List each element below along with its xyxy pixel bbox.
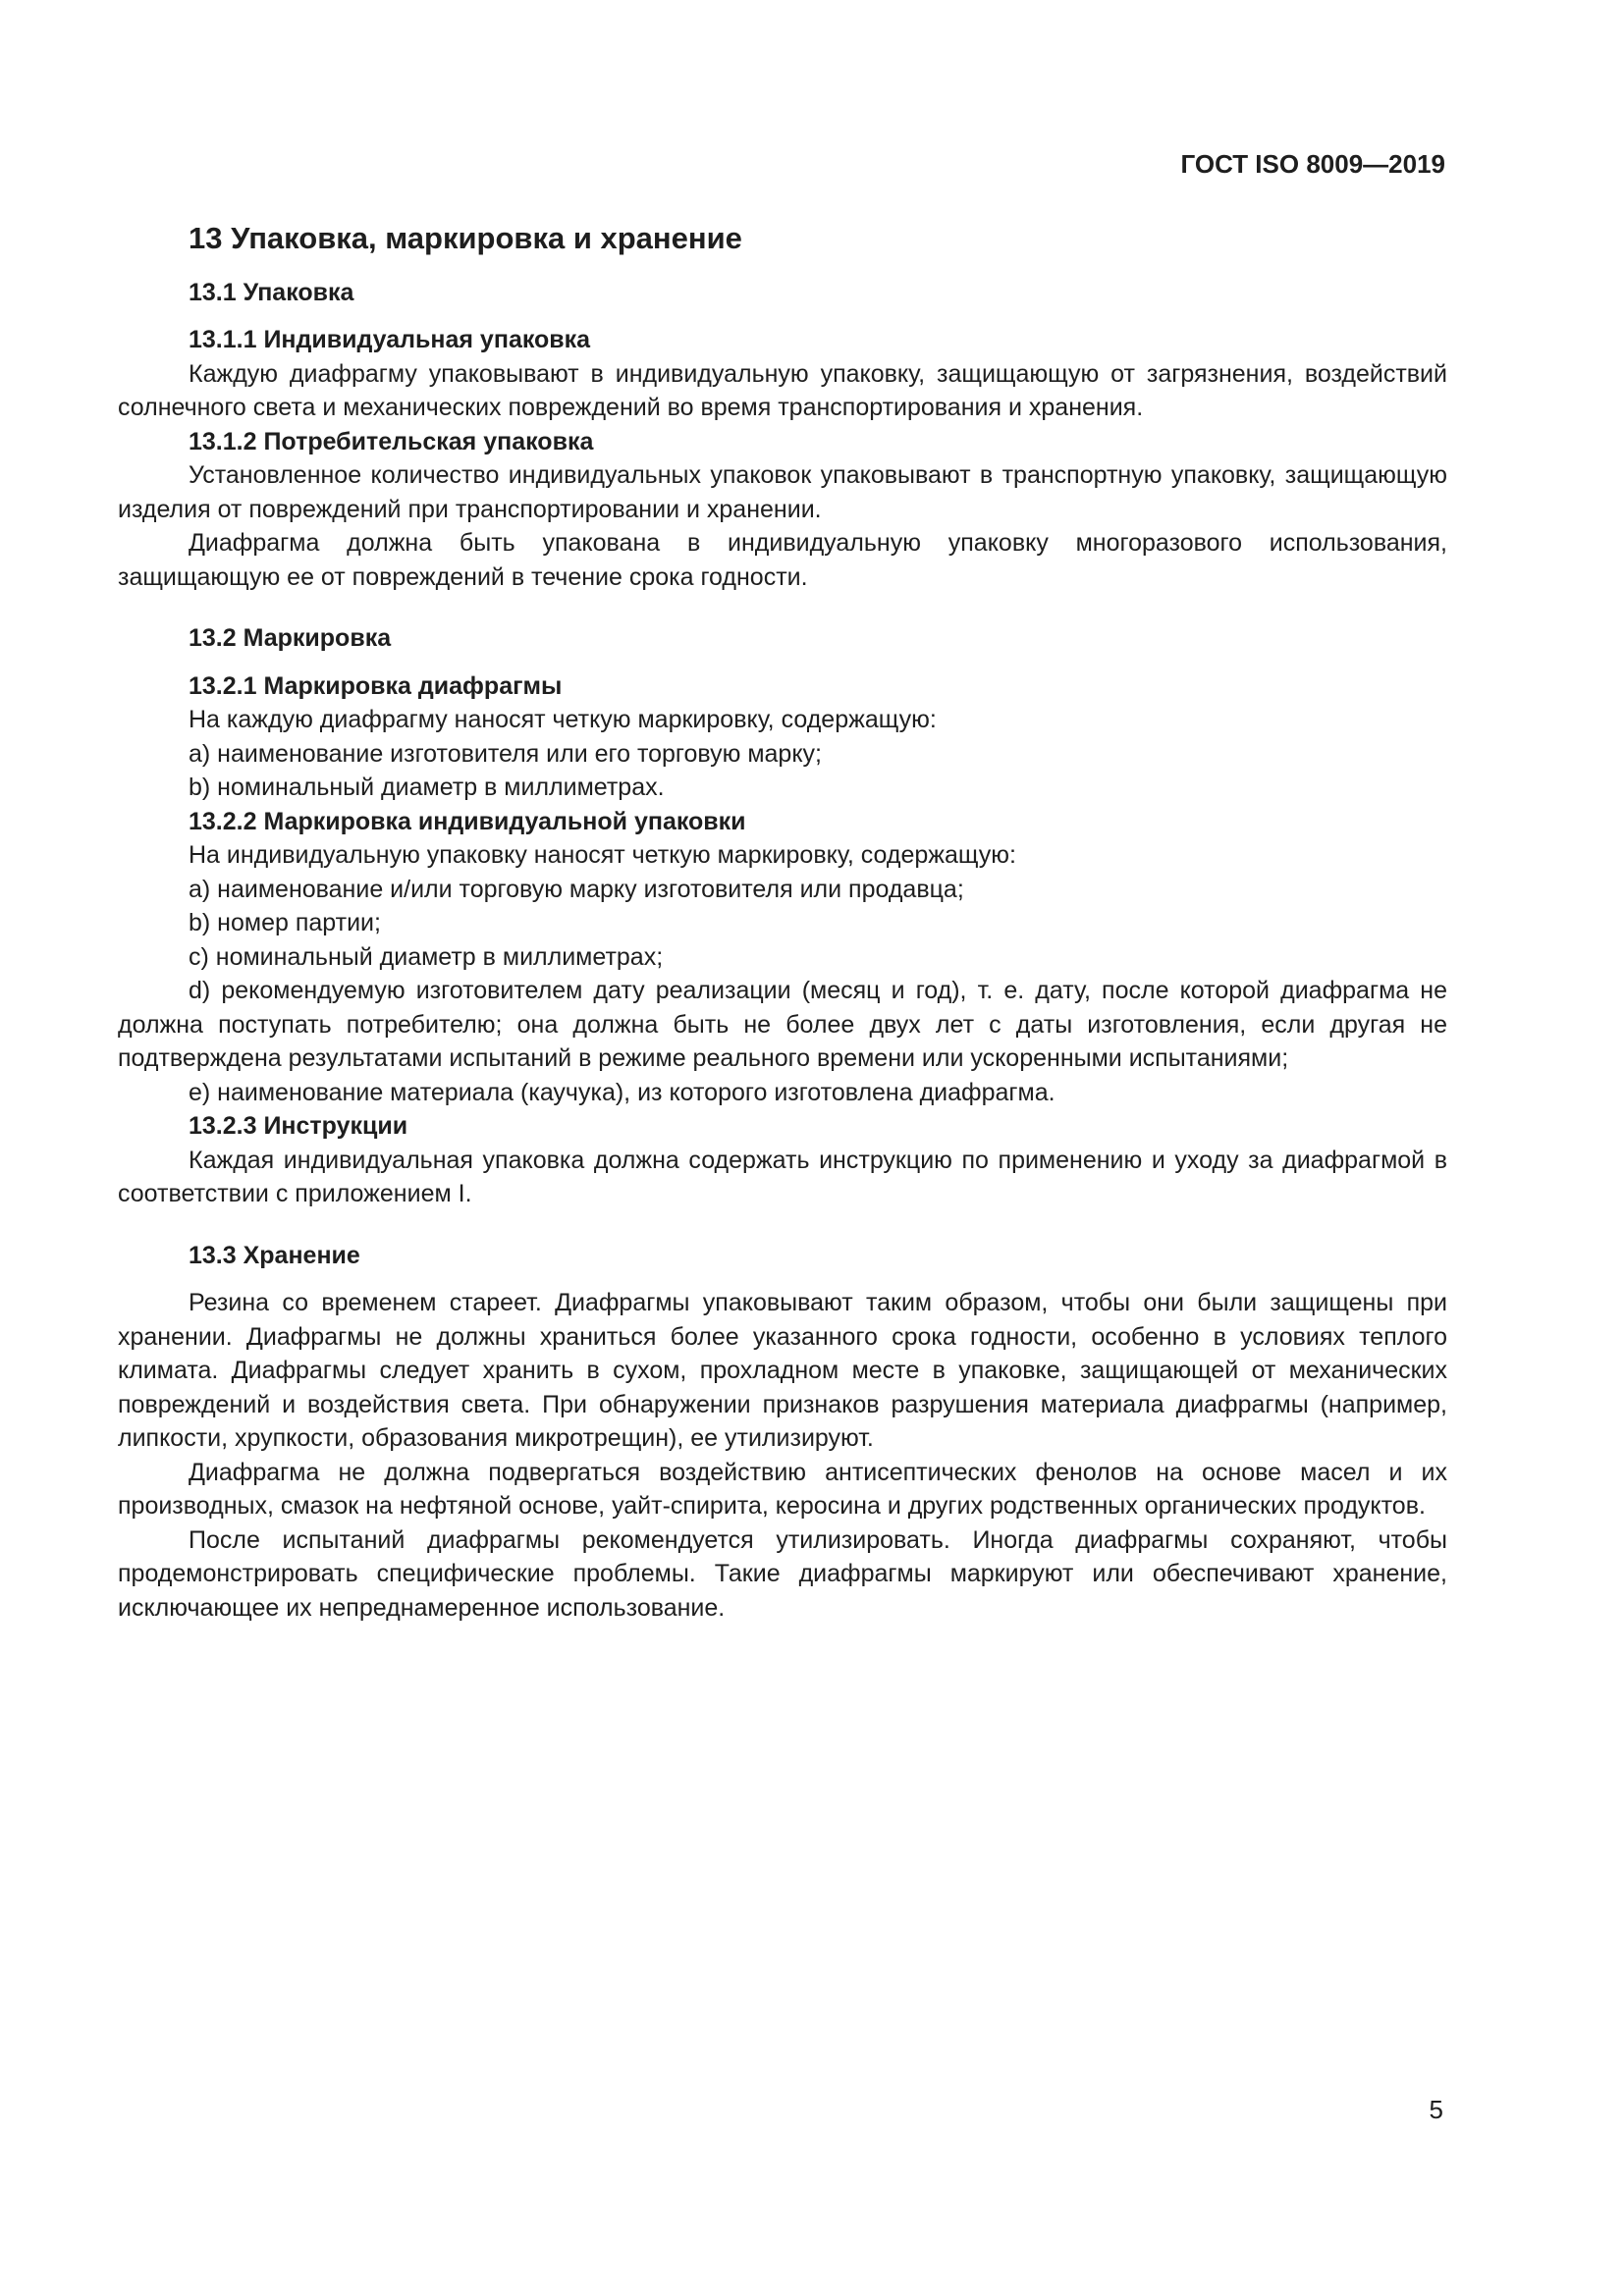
clause-title-package-marking: 13.2.2 Маркировка индивидуальной упаковки: [189, 807, 746, 835]
paragraph: Резина со временем стареет. Диафрагмы упаковывают таким образом, чтобы они были защищены при хранении. Диафрагмы не должны храниться более указанного срока годности, особенно в условиях теплого климата. Диафрагмы следует хранить в сухом, прохладном месте в упаковке, защищающей от механических повреждений и воздействия света. При обнаружении признаков разрушения материала диафрагмы (например, липкости, хрупкости, образования микротрещин), ее утилизируют.: [118, 1289, 1447, 1452]
paragraph: Диафрагма должна быть упакована в индивидуальную упаковку многоразового использования, защищающую ее от повреждений в течение срока годности.: [118, 529, 1447, 591]
clause-title-instructions: 13.2.3 Инструкции: [189, 1112, 408, 1140]
paragraph: Каждую диафрагму упаковывают в индивидуальную упаковку, защищающую от загрязнения, воздействий солнечного света и механических повреждений во время транспортирования и хранения.: [118, 359, 1447, 421]
list-item: a) наименование и/или торговую марку изготовителя или продавца;: [189, 875, 964, 903]
page-content: [118, 222, 1447, 1625]
paragraph: На каждую диафрагму наносят четкую маркировку, содержащую:: [189, 706, 937, 733]
list-item: b) номинальный диаметр в миллиметрах.: [189, 774, 665, 801]
list-item: a) наименование изготовителя или его торговую марку;: [189, 739, 822, 768]
clause-title-consumer-packaging: 13.1.2 Потребительская упаковка: [189, 427, 594, 455]
list-item: e) наименование материала (каучука), из которого изготовлена диафрагма.: [189, 1078, 1056, 1106]
clause-title-individual-packaging: 13.1.1 Индивидуальная упаковка: [189, 326, 591, 353]
paragraph: Диафрагма не должна подвергаться воздействию антисептических фенолов на основе масел и их производных, смазок на нефтяной основе, уайт-спирита, керосина и других родственных органических продуктов.: [118, 1458, 1447, 1520]
document-id: ГОСТ ISO 8009—2019: [1180, 149, 1445, 179]
paragraph: Каждая индивидуальная упаковка должна содержать инструкцию по применению и уходу за диафрагмой в соответствии с приложением I.: [118, 1146, 1447, 1207]
clause-title-diaphragm-marking: 13.2.1 Маркировка диафрагмы: [189, 671, 563, 700]
list-item: c) номинальный диаметр в миллиметрах;: [189, 942, 664, 971]
subsection-title-packaging: 13.1 Упаковка: [189, 278, 354, 306]
section-title: 13 Упаковка, маркировка и хранение: [189, 221, 742, 255]
list-item: b) номер партии;: [189, 909, 381, 936]
page-number: 5: [1429, 2095, 1443, 2124]
paragraph: Установленное количество индивидуальных упаковок упаковывают в транспортную упаковку, защищающую изделия от повреждений при транспортировании и хранении.: [118, 461, 1447, 523]
list-item: d) рекомендуемую изготовителем дату реализации (месяц и год), т. е. дату, после которой диафрагма не должна поступать потребителю; она должна быть не более двух лет с даты изготовления, если другая не подтверждена результатами испытаний в режиме реального времени или ускоренными испытаниями;: [118, 977, 1447, 1072]
paragraph: После испытаний диафрагмы рекомендуется утилизировать. Иногда диафрагмы сохраняют, чтобы продемонстрировать специфические проблемы. Такие диафрагмы маркируют или обеспечивают хранение, исключающее их непреднамеренное использование.: [118, 1525, 1447, 1622]
subsection-title-storage: 13.3 Хранение: [189, 1241, 360, 1269]
paragraph: На индивидуальную упаковку наносят четкую маркировку, содержащую:: [189, 841, 1016, 869]
subsection-title-marking: 13.2 Маркировка: [189, 624, 392, 652]
